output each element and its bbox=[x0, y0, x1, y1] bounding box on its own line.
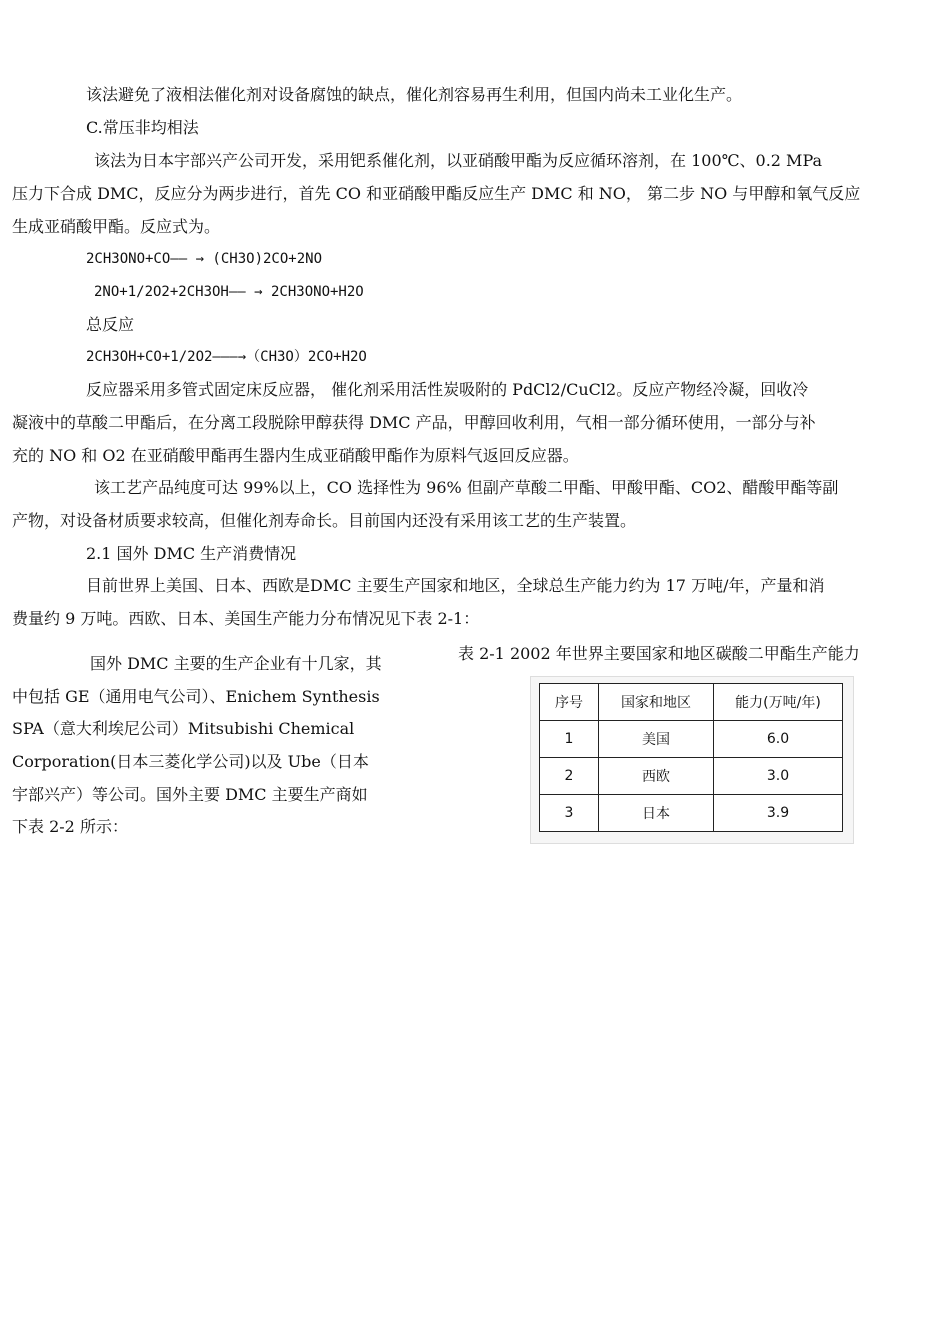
table-cell: 西欧 bbox=[599, 758, 714, 795]
table-cell: 3.0 bbox=[714, 758, 843, 795]
paragraph-line: 中包括 GE（通用电气公司）、Enichem Synthesis bbox=[12, 687, 380, 706]
paragraph-line: 费量约 9 万吨。西欧、日本、美国生产能力分布情况见下表 2-1： bbox=[12, 609, 480, 628]
paragraph-line: 该法避免了液相法催化剂对设备腐蚀的缺点，催化剂容易再生利用，但国内尚未工业化生产。 bbox=[86, 85, 743, 104]
header-cell: 能力(万吨/年) bbox=[714, 684, 843, 721]
equation-1: 2CH3ONO+CO—— → (CH3O)2CO+2NO bbox=[86, 251, 323, 267]
table-cell: 2 bbox=[540, 758, 599, 795]
table-cell: 1 bbox=[540, 721, 599, 758]
paragraph-line: 压力下合成 DMC，反应分为两步进行，首先 CO 和亚硝酸甲酯反应生产 DMC 和 NO， 第二步 NO 与甲醇和氧气反应 bbox=[12, 184, 861, 203]
equation-3: 2CH3OH+CO+1/2O2———→（CH3O）2CO+H2O bbox=[86, 349, 367, 365]
section-heading-c: C.常压非均相法 bbox=[86, 118, 199, 137]
table-cell: 3 bbox=[540, 795, 599, 832]
paragraph-line: SPA（意大利埃尼公司）Mitsubishi Chemical bbox=[12, 719, 355, 738]
header-cell: 国家和地区 bbox=[599, 684, 714, 721]
total-reaction-label: 总反应 bbox=[86, 315, 135, 334]
paragraph-line: 该工艺产品纯度可达 99%以上，CO 选择性为 96% 但副产草酸二甲酯、甲酸甲酯、CO2、醋酸甲酯等副 bbox=[94, 478, 839, 497]
table-row bbox=[540, 758, 843, 795]
table-image bbox=[530, 676, 854, 844]
paragraph-line: Corporation(日本三菱化学公司)以及 Ube（日本 bbox=[12, 752, 369, 771]
paragraph-line: 生成亚硝酸甲酯。反应式为。 bbox=[12, 217, 221, 236]
paragraph-line: 下表 2-2 所示： bbox=[12, 817, 128, 836]
table-row bbox=[540, 721, 843, 758]
paragraph-line: 产物，对设备材质要求较高，但催化剂寿命长。目前国内还没有采用该工艺的生产装置。 bbox=[12, 511, 637, 530]
paragraph-line: 充的 NO 和 O2 在亚硝酸甲酯再生器内生成亚硝酸甲酯作为原料气返回反应器。 bbox=[12, 446, 579, 465]
table-cell: 3.9 bbox=[714, 795, 843, 832]
capacity-table bbox=[539, 683, 843, 832]
paragraph-line: 凝液中的草酸二甲酯后，在分离工段脱除甲醇获得 DMC 产品，甲醇回收利用，气相一部分循环使用，一部分与补 bbox=[12, 413, 816, 432]
equation-2: 2NO+1/2O2+2CH3OH—— → 2CH3ONO+H2O bbox=[94, 284, 364, 300]
paragraph-line: 国外 DMC 主要的生产企业有十几家，其 bbox=[90, 654, 382, 673]
paragraph-line: 该法为日本宇部兴产公司开发，采用钯系催化剂，以亚硝酸甲酯为反应循环溶剂，在 100℃、0.2 MPa bbox=[94, 151, 823, 170]
section-heading-2-1: 2.1 国外 DMC 生产消费情况 bbox=[86, 544, 297, 563]
paragraph-line: 反应器采用多管式固定床反应器， 催化剂采用活性炭吸附的 PdCl2/CuCl2。反应产物经冷凝，回收冷 bbox=[86, 380, 809, 399]
table-header-row bbox=[540, 684, 843, 721]
table-row bbox=[540, 795, 843, 832]
table-caption: 表 2-1 2002 年世界主要国家和地区碳酸二甲酯生产能力 bbox=[458, 644, 860, 663]
header-cell: 序号 bbox=[540, 684, 599, 721]
table-cell: 日本 bbox=[599, 795, 714, 832]
paragraph-line: 目前世界上美国、日本、西欧是DMC 主要生产国家和地区，全球总生产能力约为 17 万吨/年，产量和消 bbox=[86, 576, 825, 595]
table-cell: 美国 bbox=[599, 721, 714, 758]
table-cell: 6.0 bbox=[714, 721, 843, 758]
paragraph-line: 宇部兴产）等公司。国外主要 DMC 主要生产商如 bbox=[12, 785, 368, 804]
